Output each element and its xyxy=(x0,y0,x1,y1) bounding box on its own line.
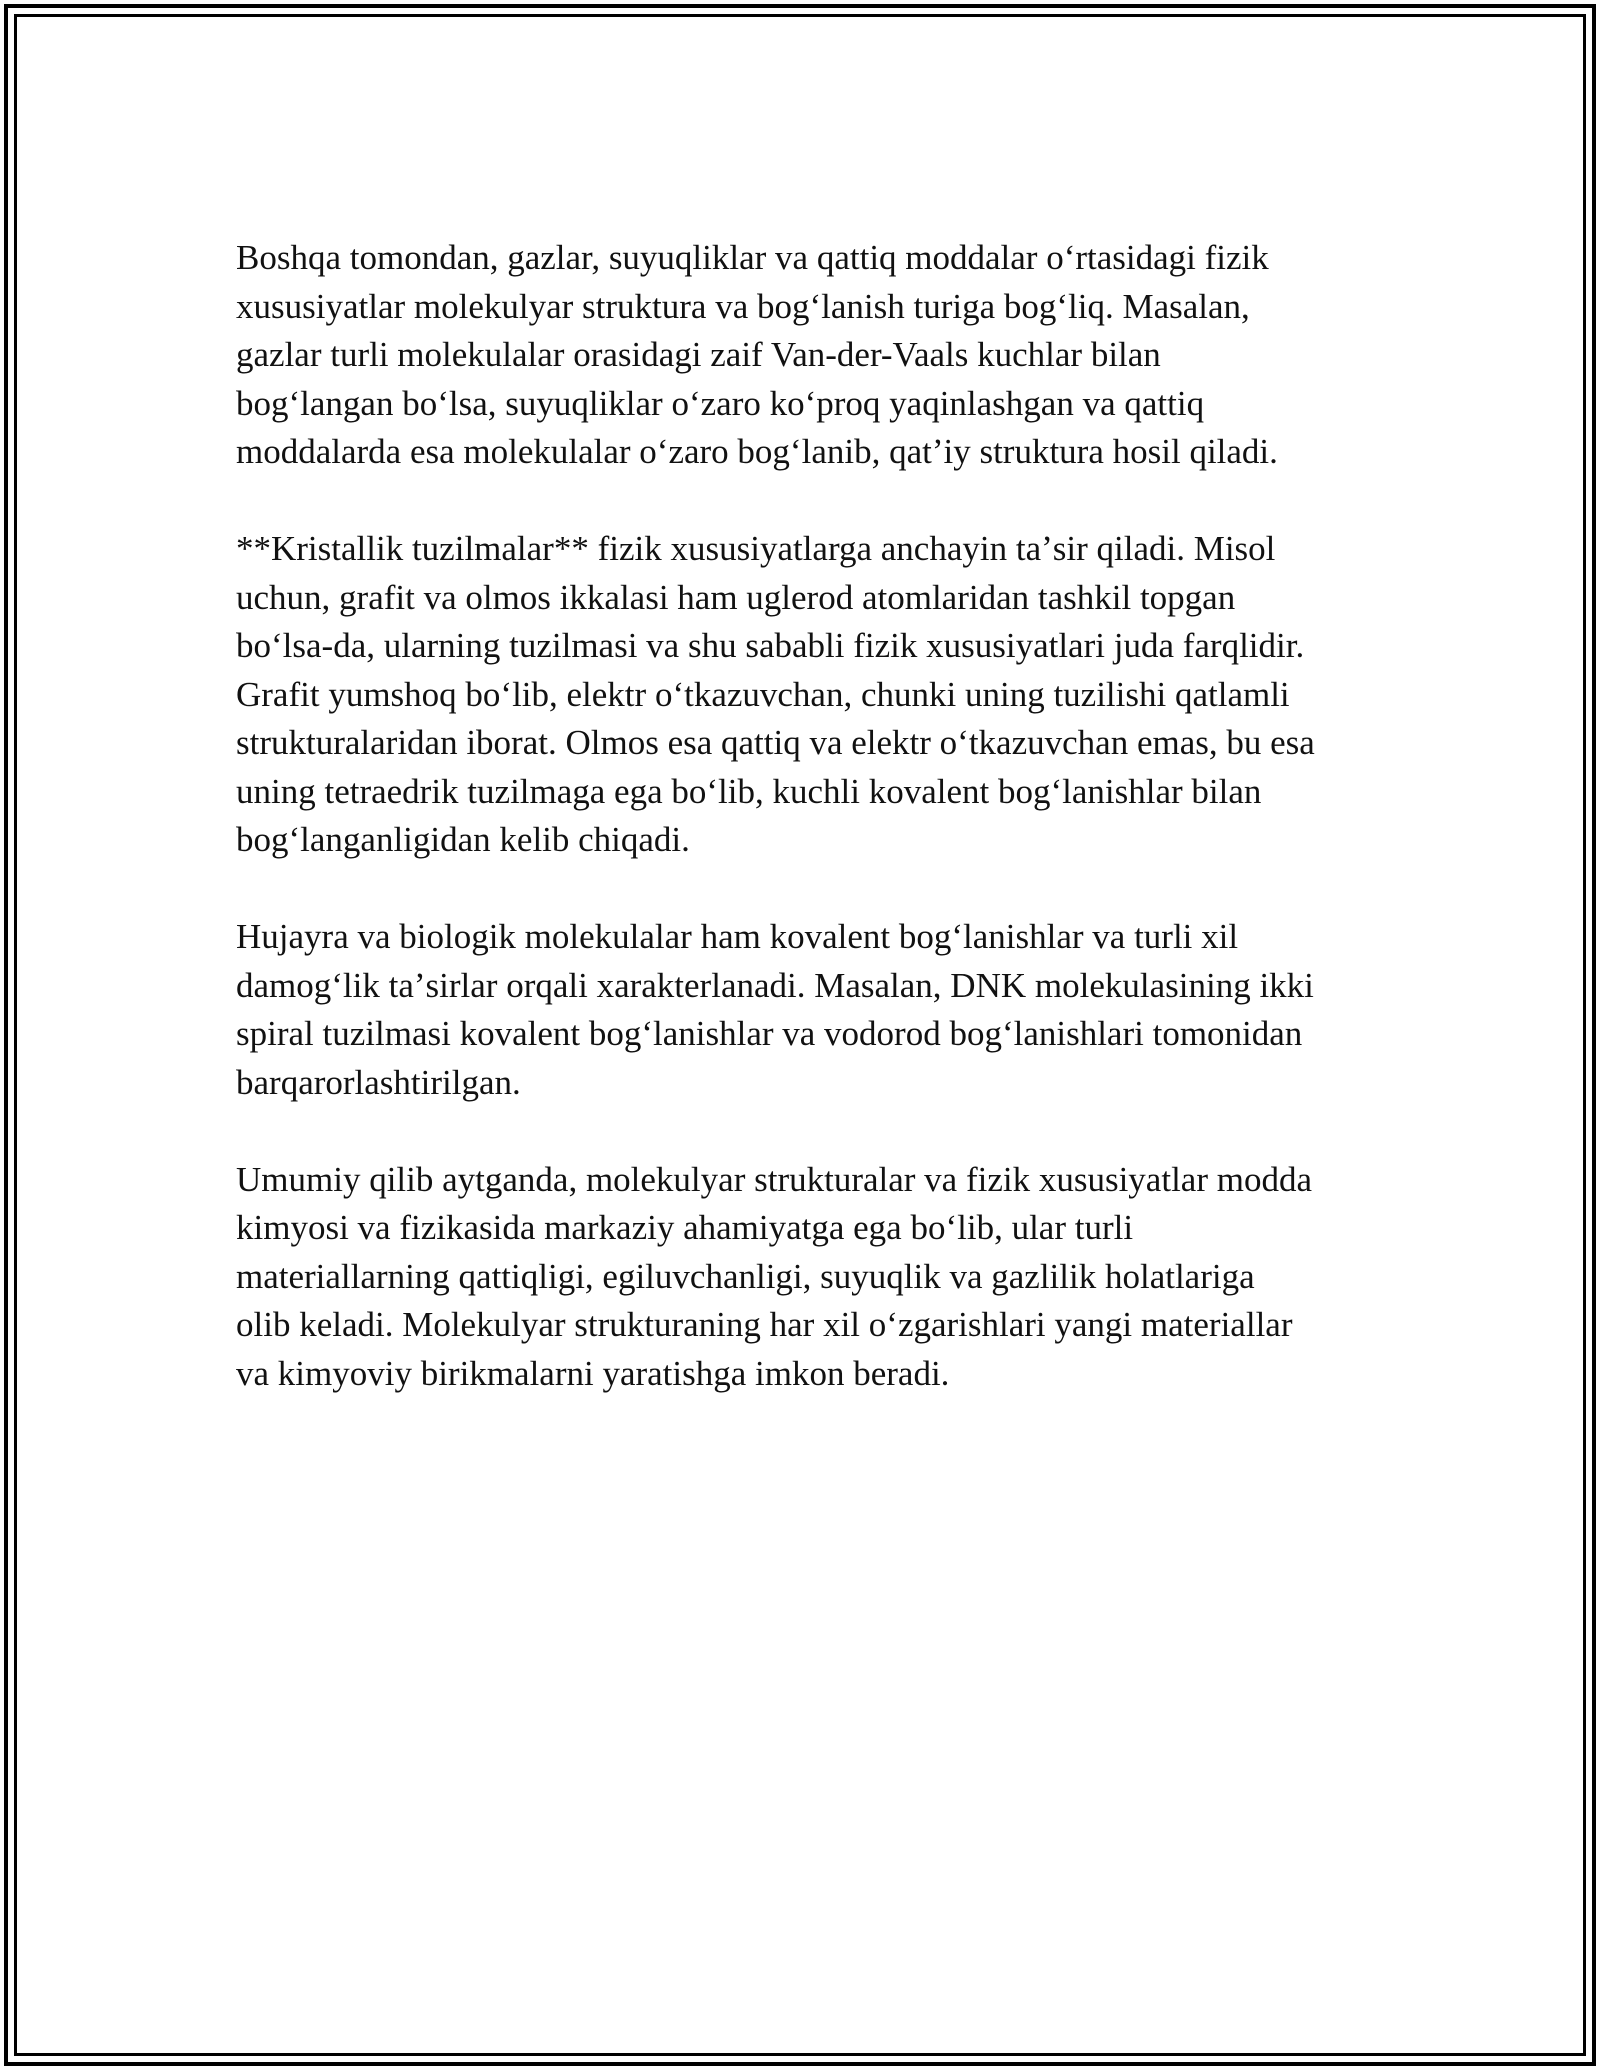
document-body xyxy=(236,234,1376,1447)
paragraph-conclusion: Umumiy qilib aytganda, molekulyar strukturalar va fizik xususiyatlar modda kimyosi va fizikasida markaziy ahamiyatga ega boʻlib, ular turli materiallarning qattiqligi, egiluvchanligi, suyuqlik va gazlilik holatlariga olib keladi. Molekulyar strukturaning har xil oʻzgarishlari yangi materiallar va kimyoviy birikmalarni yaratishga imkon beradi. xyxy=(236,1159,1312,1393)
paragraph-biological-molecules: Hujayra va biologik molekulalar ham kovalent bogʻlanishlar va turli xil damogʻlik taʼsirlar orqali xarakterlanadi. Masalan, DNK molekulasining ikki spiral tuzilmasi kovalent bogʻlanishlar va vodorod bogʻlanishlari tomonidan barqarorlashtirilgan. xyxy=(236,917,1314,1102)
paragraph-states-of-matter: Boshqa tomondan, gazlar, suyuqliklar va qattiq moddalar oʻrtasidagi fizik xususiyatlar molekulyar struktura va bogʻlanish turiga bogʻliq. Masalan, gazlar turli molekulalar orasidagi zaif Van-der-Vaals kuchlar bilan bogʻlangan boʻlsa, suyuqliklar oʻzaro koʻproq yaqinlashgan va qattiq moddalarda esa molekulalar oʻzaro bogʻlanib, qatʼiy struktura hosil qiladi. xyxy=(236,238,1278,471)
paragraph-crystal-structures: **Kristallik tuzilmalar** fizik xususiyatlarga anchayin taʼsir qiladi. Misol uchun, grafit va olmos ikkalasi ham uglerod atomlaridan tashkil topgan boʻlsa-da, ularning tuzilmasi va shu sababli fizik xususiyatlari juda farqlidir. Grafit yumshoq boʻlib, elektr oʻtkazuvchan, chunki uning tuzilishi qatlamli strukturalaridan iborat. Olmos esa qattiq va elektr oʻtkazuvchan emas, bu esa uning tetraedrik tuzilmaga ega boʻlib, kuchli kovalent bogʻlanishlar bilan bogʻlanganligidan kelib chiqadi. xyxy=(236,529,1315,859)
